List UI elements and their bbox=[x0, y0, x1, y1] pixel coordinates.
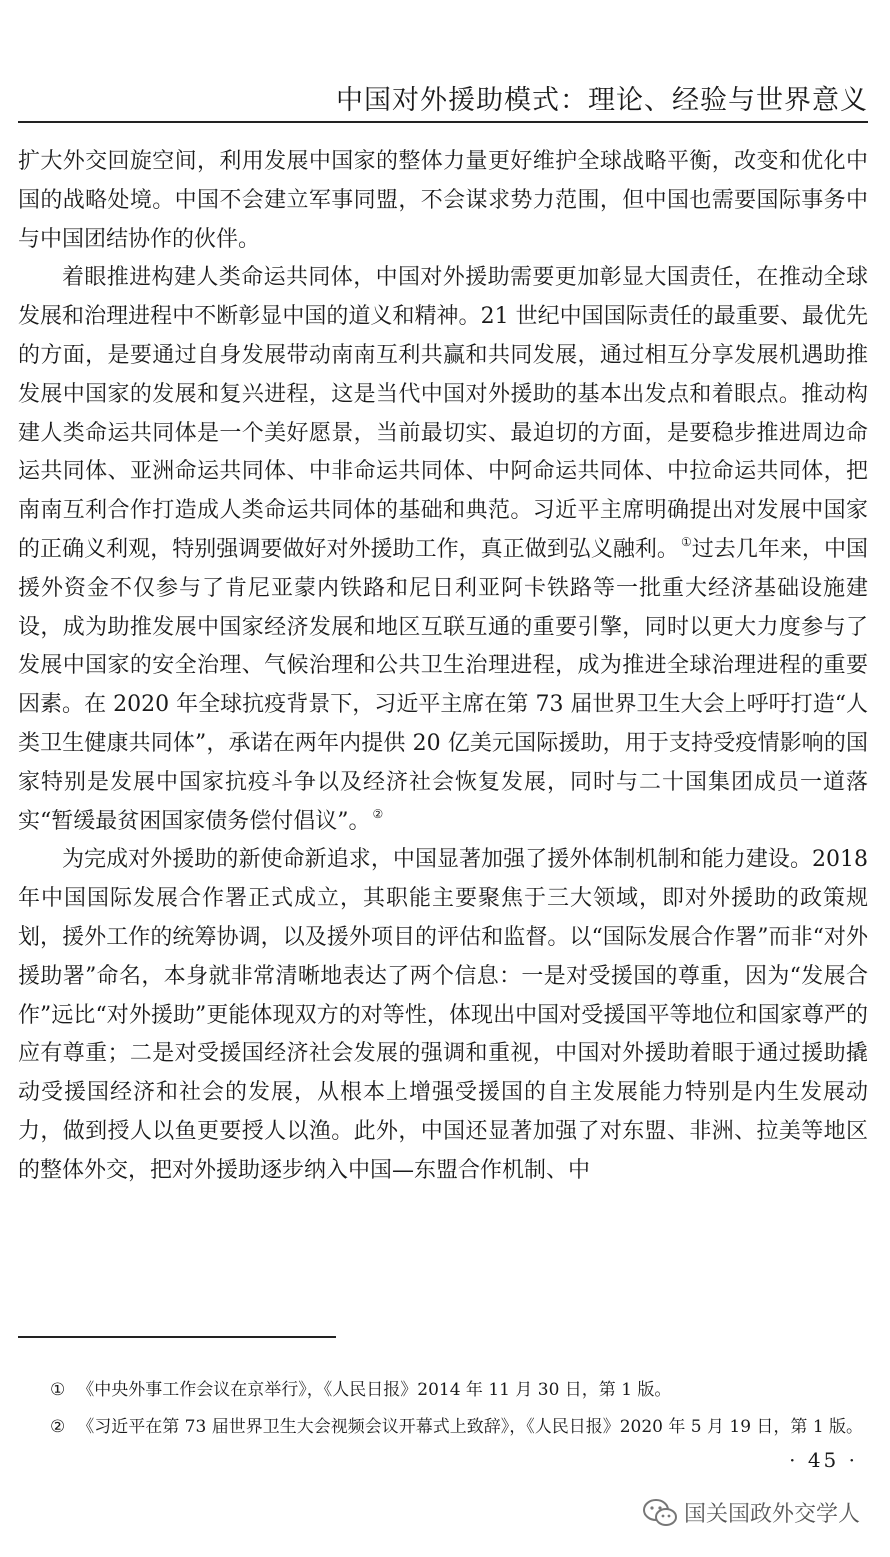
paragraph-3: 为完成对外援助的新使命新追求，中国显著加强了援外体制机制和能力建设。2018 年中国国际发展合作署正式成立，其职能主要聚焦于三大领域，即对外援助的政策规划，援外工作的统筹协调，以及援外项目的评估和监督。以“国际发展合作署”而非“对外援助署”命名，本身就非常清晰地表达了两个信息：一是对受援国的尊重，因为“发展合作”远比“对外援助”更能体现双方的对等性，体现出中国对受援国平等地位和国家尊严的应有尊重；二是对受援国经济社会发展的强调和重视，中国对外援助着眼于通过援助撬动受援国经济和社会的发展，从根本上增强受援国的自主发展能力特别是内生发展动力，做到授人以鱼更要授人以渔。此外，中国还显著加强了对东盟、非洲、拉美等地区的整体外交，把对外援助逐步纳入中国—东盟合作机制、中 bbox=[18, 847, 868, 1183]
footnote-2-text: 《习近平在第 73 届世界卫生大会视频会议开幕式上致辞》，《人民日报》2020 年 5 月 19 日，第 1 版。 bbox=[77, 1417, 864, 1437]
page-number: · 45 · bbox=[789, 1448, 858, 1472]
paragraph-2-part-a: 着眼推进构建人类命运共同体，中国对外援助需要更加彰显大国责任，在推动全球发展和治理进程中不断彰显中国的道义和精神。21 世纪中国国际责任的最重要、最优先的方面，是要通过自身发展带动南南互利共赢和共同发展，通过相互分享发展机遇助推发展中国家的发展和复兴进程，这是当代中国对外援助的基本出发点和着眼点。推动构建人类命运共同体是一个美好愿景，当前最切实、最迫切的方面，是要稳步推进周边命运共同体、亚洲命运共同体、中非命运共同体、中阿命运共同体、中拉命运共同体，把南南互利合作打造成人类命运共同体的基础和典范。习近平主席明确提出对发展中国家的正确义利观，特别强调要做好对外援助工作，真正做到弘义融利。 bbox=[18, 265, 868, 562]
running-title: 中国对外援助模式：理论、经验与世界意义 bbox=[336, 85, 868, 116]
footnote-ref-2[interactable]: ② bbox=[372, 806, 384, 821]
header-rule bbox=[18, 121, 868, 123]
footnote-2-number: ② bbox=[50, 1417, 66, 1437]
watermark-text: 国关国政外交学人 bbox=[683, 1502, 860, 1527]
footnote-ref-1[interactable]: ① bbox=[680, 534, 692, 549]
watermark bbox=[642, 1497, 860, 1528]
wechat-icon bbox=[642, 1498, 678, 1528]
footnote-1-number: ① bbox=[50, 1380, 66, 1400]
footnotes bbox=[50, 1372, 868, 1446]
footnote-1-text: 《中央外事工作会议在京举行》，《人民日报》2014 年 11 月 30 日，第 1 版。 bbox=[77, 1380, 672, 1400]
footnote-1 bbox=[50, 1372, 868, 1409]
paragraph-2 bbox=[18, 259, 868, 841]
paragraph-2-part-b: 过去几年来，中国援外资金不仅参与了肯尼亚蒙内铁路和尼日利亚阿卡铁路等一批重大经济基础设施建设，成为助推发展中国家经济发展和地区互联互通的重要引擎，同时以更大力度参与了发展中国家的安全治理、气候治理和公共卫生治理进程，成为推进全球治理进程的重要因素。在 2020 年全球抗疫背景下，习近平主席在第 73 届世界卫生大会上呼吁打造“人类卫生健康共同体”，承诺在两年内提供 20 亿美元国际援助，用于支持受疫情影响的国家特别是发展中国家抗疫斗争以及经济社会恢复发展，同时与二十国集团成员一道落实“暂缓最贫困国家债务偿付倡议”。 bbox=[18, 536, 868, 834]
footnote-2 bbox=[50, 1409, 868, 1446]
body-text bbox=[18, 143, 868, 1191]
paragraph-1: 扩大外交回旋空间，利用发展中国家的整体力量更好维护全球战略平衡，改变和优化中国的战略处境。中国不会建立军事同盟，不会谋求势力范围，但中国也需要国际事务中与中国团结协作的伙伴。 bbox=[18, 149, 868, 252]
footnote-rule bbox=[18, 1336, 336, 1338]
